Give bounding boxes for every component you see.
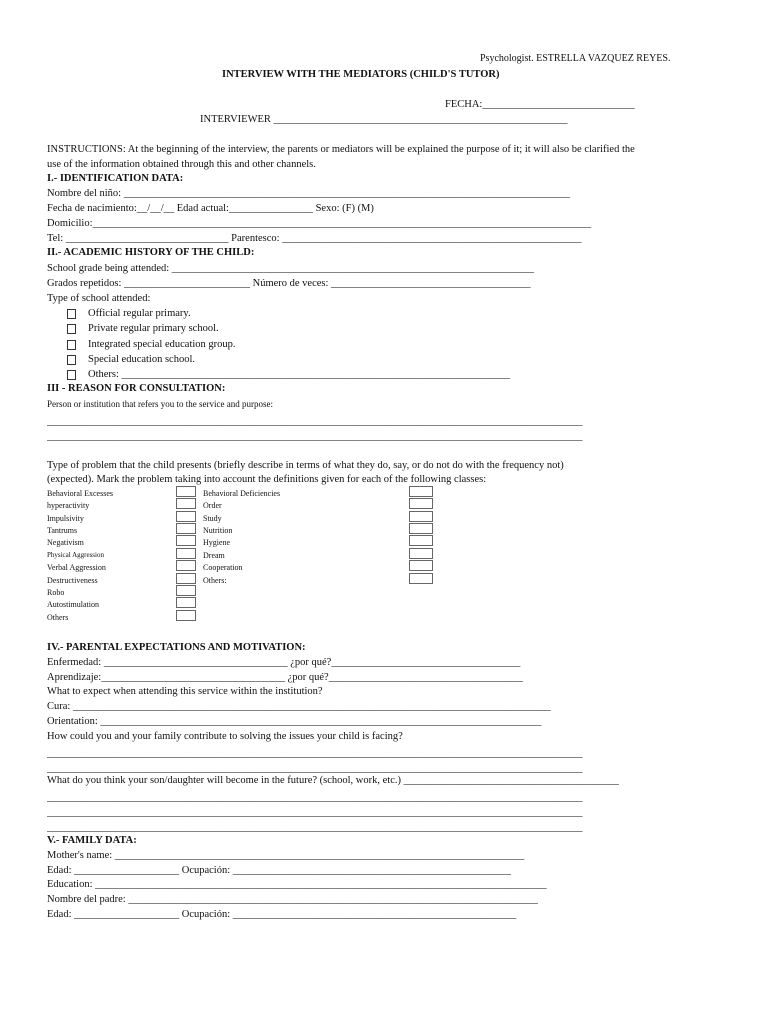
excess-checkbox[interactable] bbox=[176, 511, 196, 522]
excess-label: Verbal Aggression bbox=[47, 563, 106, 572]
deficiency-checkbox[interactable] bbox=[409, 573, 433, 584]
problem-description-1: Type of problem that the child presents (briefly describe in terms of what they do, say, or do not do with the frequency not) bbox=[47, 460, 564, 471]
section-reason-heading: III - REASON FOR CONSULTATION: bbox=[47, 383, 226, 394]
section-academic-heading: II.- ACADEMIC HISTORY OF THE CHILD: bbox=[47, 247, 255, 258]
contribute-line-1[interactable]: ______________________________________________________________________________________________________ bbox=[47, 748, 583, 759]
future-question[interactable]: What do you think your son/daughter will become in the future? (school, work, etc.) _________________________________________ bbox=[47, 775, 619, 786]
excess-checkbox[interactable] bbox=[176, 585, 196, 596]
fecha-field[interactable]: FECHA:_____________________________ bbox=[445, 99, 635, 110]
father-name-field[interactable]: Nombre del padre: ______________________________________________________________________________ bbox=[47, 894, 538, 905]
address-field[interactable]: Domicilio:_______________________________________________________________________________________________ bbox=[47, 218, 592, 229]
excess-checkbox[interactable] bbox=[176, 610, 196, 621]
birthdate-age-sex-field[interactable]: Fecha de nacimiento:__/__/__ Edad actual:________________ Sexo: (F) (M) bbox=[47, 203, 374, 214]
excess-label: Autostimulation bbox=[47, 600, 99, 609]
school-option-integrated[interactable]: Integrated special education group. bbox=[67, 338, 236, 351]
deficiency-checkbox[interactable] bbox=[409, 523, 433, 534]
school-option-special[interactable]: Special education school. bbox=[67, 353, 195, 366]
excess-checkbox[interactable] bbox=[176, 498, 196, 509]
school-option-others[interactable]: Others: __________________________________________________________________________ bbox=[67, 368, 602, 381]
child-name-field[interactable]: Nombre del niño: _____________________________________________________________________________________ bbox=[47, 188, 570, 199]
deficiency-label: Cooperation bbox=[203, 563, 243, 572]
checkbox-icon[interactable] bbox=[67, 340, 76, 350]
excess-checkbox[interactable] bbox=[176, 548, 196, 559]
excess-checkbox[interactable] bbox=[176, 573, 196, 584]
deficiency-checkbox[interactable] bbox=[409, 498, 433, 509]
excess-label: Behavioral Excesses bbox=[47, 489, 113, 498]
section-identification-heading: I.- IDENTIFICATION DATA: bbox=[47, 173, 184, 184]
referral-label: Person or institution that refers you to the service and purpose: bbox=[47, 399, 273, 409]
excess-checkbox[interactable] bbox=[176, 535, 196, 546]
excess-label: Destructiveness bbox=[47, 576, 98, 585]
future-line-2[interactable]: ______________________________________________________________________________________________________ bbox=[47, 807, 583, 818]
excess-label: Impulsivity bbox=[47, 514, 84, 523]
deficiency-label: Dream bbox=[203, 551, 225, 560]
deficiency-checkbox[interactable] bbox=[409, 548, 433, 559]
orientation-field[interactable]: Orientation: ____________________________________________________________________________________ bbox=[47, 716, 542, 727]
deficiency-label: Others: bbox=[203, 576, 227, 585]
section-expectations-heading: IV.- PARENTAL EXPECTATIONS AND MOTIVATION: bbox=[47, 642, 306, 653]
excess-checkbox[interactable] bbox=[176, 560, 196, 571]
deficiency-label: Hygiene bbox=[203, 538, 231, 547]
form-title: INTERVIEW WITH THE MEDIATORS (CHILD'S TUTOR) bbox=[222, 69, 500, 80]
father-age-occupation-field[interactable]: Edad: ____________________ Ocupación: ______________________________________________________ bbox=[47, 909, 517, 920]
deficiency-label: Study bbox=[203, 514, 222, 523]
checkbox-icon[interactable] bbox=[67, 370, 76, 380]
future-line-1[interactable]: ______________________________________________________________________________________________________ bbox=[47, 792, 583, 803]
excess-label: Robo bbox=[47, 588, 65, 597]
section-family-heading: V.- FAMILY DATA: bbox=[47, 835, 137, 846]
deficiency-label: Order bbox=[203, 501, 222, 510]
referral-line-2[interactable]: ______________________________________________________________________________________________________ bbox=[47, 431, 583, 442]
education-field[interactable]: Education: ______________________________________________________________________________________ bbox=[47, 879, 547, 890]
school-option-private[interactable]: Private regular primary school. bbox=[67, 322, 219, 335]
mother-name-field[interactable]: Mother's name: ______________________________________________________________________________ bbox=[47, 850, 525, 861]
deficiency-label: Nutrition bbox=[203, 526, 233, 535]
contribute-question: How could you and your family contribute to solving the issues your child is facing? bbox=[47, 731, 403, 742]
expect-question: What to expect when attending this service within the institution? bbox=[47, 686, 323, 697]
contribute-line-2[interactable]: ______________________________________________________________________________________________________ bbox=[47, 763, 583, 774]
tel-relationship-field[interactable]: Tel: _______________________________ Parentesco: _________________________________________________________ bbox=[47, 233, 582, 244]
excess-checkbox[interactable] bbox=[176, 597, 196, 608]
excess-label: Others bbox=[47, 613, 69, 622]
excess-checkbox[interactable] bbox=[176, 486, 196, 497]
deficiency-checkbox[interactable] bbox=[409, 486, 433, 497]
excess-label: Physical Aggression bbox=[47, 551, 104, 559]
instructions-line-2: use of the information obtained through this and other channels. bbox=[47, 159, 316, 170]
checkbox-icon[interactable] bbox=[67, 355, 76, 365]
school-option-official[interactable]: Official regular primary. bbox=[67, 307, 191, 320]
future-line-3[interactable]: ______________________________________________________________________________________________________ bbox=[47, 822, 583, 833]
excess-checkbox[interactable] bbox=[176, 523, 196, 534]
psychologist-name: Psychologist. ESTRELLA VAZQUEZ REYES. bbox=[480, 53, 671, 64]
excess-label: hyperactivity bbox=[47, 501, 90, 510]
checkbox-icon[interactable] bbox=[67, 324, 76, 334]
instructions-line-1: INSTRUCTIONS: At the beginning of the interview, the parents or mediators will be explained the purpose of it; it will also be clarified the bbox=[47, 144, 635, 155]
deficiency-checkbox[interactable] bbox=[409, 511, 433, 522]
school-type-label: Type of school attended: bbox=[47, 293, 151, 304]
repeated-grades-field[interactable]: Grados repetidos: ________________________ Número de veces: ______________________________________ bbox=[47, 278, 531, 289]
deficiency-label: Behavioral Deficiencies bbox=[203, 489, 281, 498]
aprendizaje-field[interactable]: Aprendizaje:___________________________________ ¿por qué?_____________________________________ bbox=[47, 672, 523, 683]
mother-age-occupation-field[interactable]: Edad: ____________________ Ocupación: _____________________________________________________ bbox=[47, 865, 512, 876]
referral-line-1[interactable]: ______________________________________________________________________________________________________ bbox=[47, 416, 583, 427]
excess-label: Negativism bbox=[47, 538, 84, 547]
problem-description-2: (expected). Mark the problem taking into account the definitions given for each of the following classes: bbox=[47, 474, 487, 485]
interviewer-field[interactable]: INTERVIEWER ________________________________________________________ bbox=[200, 114, 568, 125]
deficiency-checkbox[interactable] bbox=[409, 535, 433, 546]
enfermedad-field[interactable]: Enfermedad: ___________________________________ ¿por qué?____________________________________ bbox=[47, 657, 521, 668]
deficiency-checkbox[interactable] bbox=[409, 560, 433, 571]
checkbox-icon[interactable] bbox=[67, 309, 76, 319]
school-grade-field[interactable]: School grade being attended: _____________________________________________________________________ bbox=[47, 263, 535, 274]
excess-label: Tantrums bbox=[47, 526, 78, 535]
cura-field[interactable]: Cura: ___________________________________________________________________________________________ bbox=[47, 701, 551, 712]
